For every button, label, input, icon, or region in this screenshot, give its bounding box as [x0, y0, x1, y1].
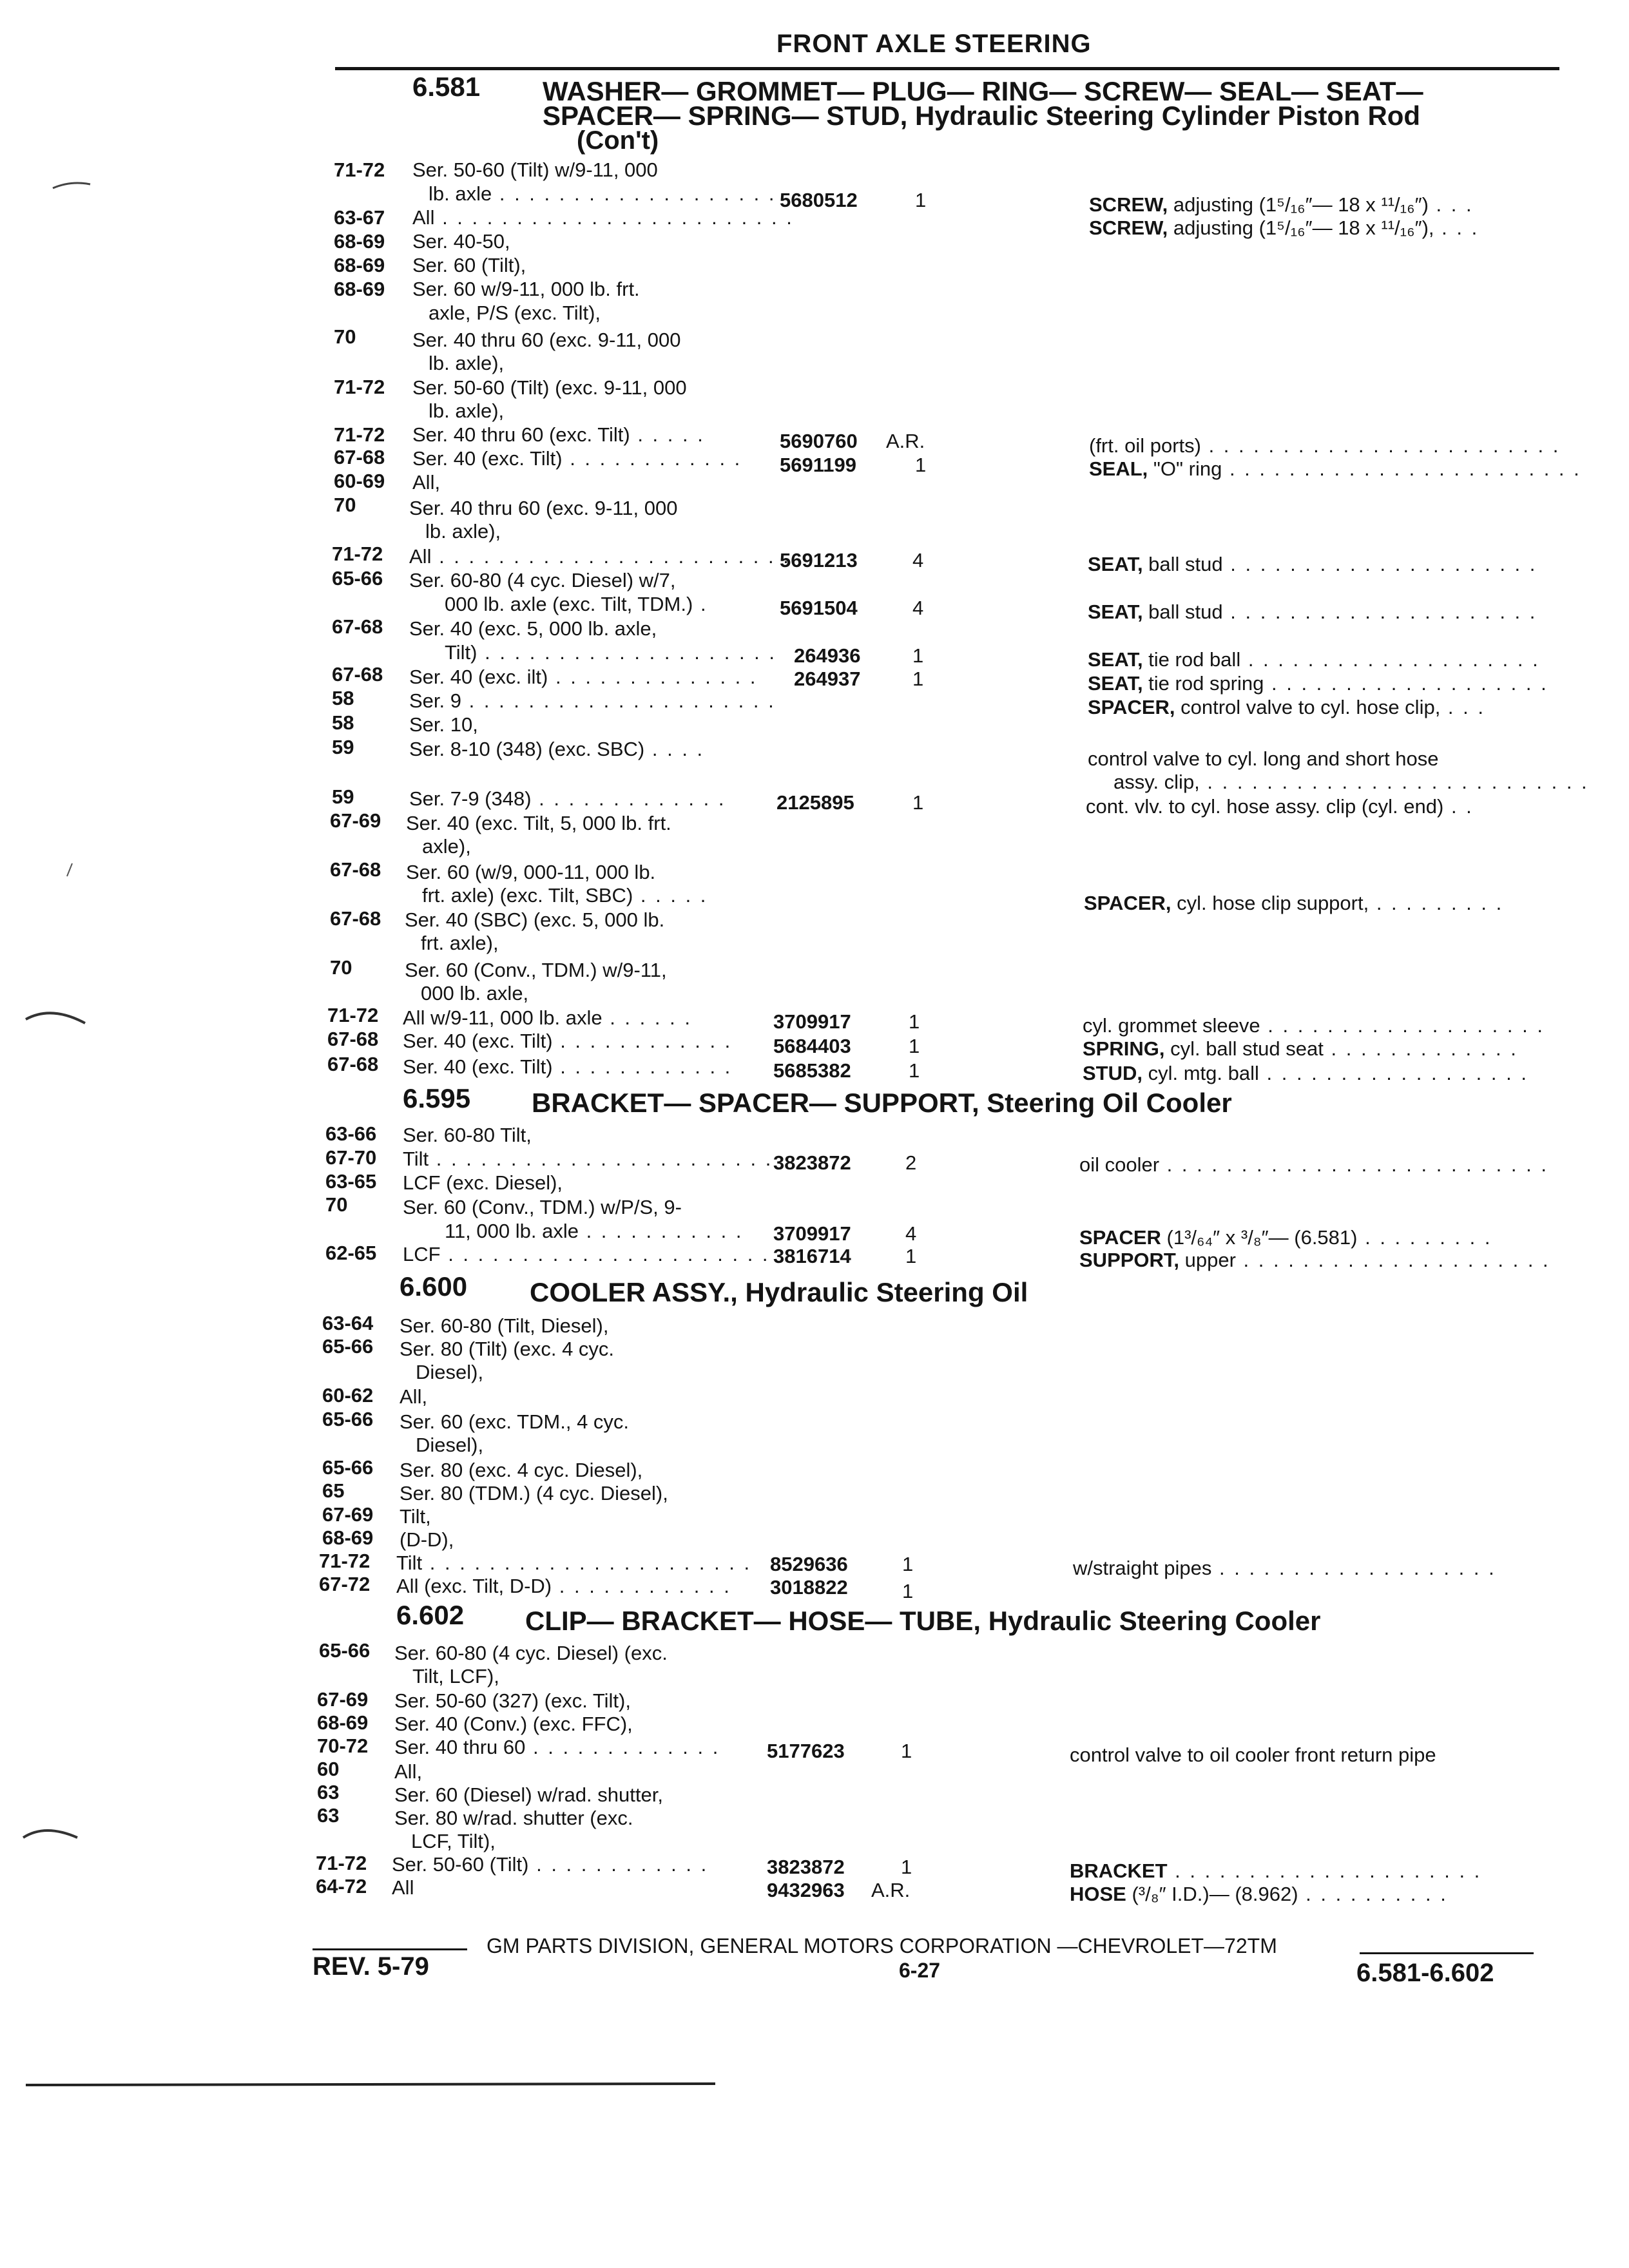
part-number: 3709917 — [773, 1010, 851, 1033]
section-title: CLIP— BRACKET— HOSE— TUBE, Hydraulic Steering Cooler — [525, 1606, 1321, 1636]
quantity: 4 — [912, 597, 924, 619]
application-text: Ser. 80 w/rad. shutter (exc. — [394, 1807, 633, 1829]
bottom-edge-line — [26, 2084, 715, 2085]
year-range: 60-69 — [334, 470, 385, 492]
year-range: 58 — [332, 711, 354, 734]
section-range: 6.581-6.602 — [1356, 1959, 1494, 1987]
quantity: 1 — [915, 454, 927, 476]
year-range: 65-66 — [322, 1335, 374, 1358]
year-range: 71-72 — [334, 423, 385, 446]
year-range: 65-66 — [322, 1408, 374, 1430]
quantity: 2 — [905, 1151, 917, 1174]
application-text: Ser. 40 (Conv.) (exc. FFC), — [394, 1713, 633, 1735]
year-range: 67-68 — [330, 858, 381, 881]
year-range: 71-72 — [316, 1852, 367, 1874]
year-range: 65-66 — [332, 567, 383, 590]
section-number: 6.600 — [400, 1271, 468, 1302]
year-range: 71-72 — [334, 159, 385, 181]
part-description: STUD, cyl. mtg. ball . . . . . . . . . . . . . . . . . . — [1083, 1062, 1528, 1084]
part-number: 3018822 — [770, 1576, 848, 1599]
margin-mark — [53, 183, 90, 188]
quantity: A.R. — [871, 1879, 911, 1901]
application-text: All, — [412, 471, 441, 494]
year-range: 68-69 — [322, 1526, 374, 1549]
year-range: 67-68 — [332, 615, 383, 638]
revision-label: REV. 5-79 — [313, 1952, 429, 1981]
year-range: 58 — [332, 687, 354, 709]
application-text: All w/9-11, 000 lb. axle . . . . . . — [403, 1006, 692, 1029]
application-text: Ser. 50-60 (Tilt) . . . . . . . . . . . . — [392, 1853, 709, 1876]
application-text: Ser. 60 (Conv., TDM.) w/9-11, — [405, 959, 667, 981]
application-text: Ser. 60-80 (Tilt, Diesel), — [400, 1314, 609, 1337]
application-text: Ser. 40 (exc. ilt) . . . . . . . . . . . . . . — [409, 666, 758, 688]
quantity: 1 — [909, 1059, 920, 1082]
application-text: Tilt . . . . . . . . . . . . . . . . . . . . . . — [396, 1552, 752, 1574]
margin-mark — [67, 863, 72, 876]
year-range: 68-69 — [334, 254, 385, 276]
part-number: 5680512 — [780, 189, 858, 211]
quantity: 1 — [909, 1035, 920, 1057]
year-range: 60-62 — [322, 1384, 374, 1407]
section-title: BRACKET— SPACER— SUPPORT, Steering Oil Cooler — [532, 1088, 1232, 1118]
year-range: 67-70 — [325, 1146, 377, 1169]
part-description: SEAT, tie rod spring . . . . . . . . . . . . . . . . . . . — [1088, 672, 1548, 695]
section-number: 6.581 — [412, 72, 481, 102]
section-title-line-3: (Con't) — [577, 126, 659, 155]
application-text: Ser. 9 . . . . . . . . . . . . . . . . . . . . . — [409, 689, 776, 712]
footer-publisher: GM PARTS DIVISION, GENERAL MOTORS CORPORATION —CHEVROLET—72TM — [487, 1934, 1277, 1957]
year-range: 59 — [332, 785, 354, 808]
application-text: All . . . . . . . . . . . . . . . . . . . . . . . . — [409, 545, 791, 568]
part-description: w/straight pipes . . . . . . . . . . . . . . . . . . . — [1073, 1557, 1496, 1579]
year-range: 67-68 — [334, 446, 385, 468]
application-text: LCF (exc. Diesel), — [403, 1171, 563, 1194]
part-description: SPRING, cyl. ball stud seat . . . . . . . . . . . . . — [1083, 1037, 1518, 1060]
year-range: 68-69 — [334, 230, 385, 253]
application-text: Diesel), — [416, 1361, 484, 1383]
application-text: Ser. 60 (exc. TDM., 4 cyc. — [400, 1410, 630, 1433]
quantity: 1 — [901, 1740, 912, 1762]
application-text: Tilt) . . . . . . . . . . . . . . . . . . . . — [445, 641, 777, 664]
quantity: 4 — [905, 1222, 917, 1245]
year-range: 67-69 — [330, 809, 381, 832]
application-text: Ser. 40 thru 60 (exc. 9-11, 000 — [409, 497, 678, 519]
application-text: Tilt . . . . . . . . . . . . . . . . . . . . . . . — [403, 1148, 773, 1170]
part-number: 3823872 — [773, 1151, 851, 1174]
year-range: 63-66 — [325, 1122, 377, 1145]
application-text: Ser. 80 (exc. 4 cyc. Diesel), — [400, 1459, 643, 1481]
part-description: control valve to oil cooler front return pipe — [1070, 1744, 1436, 1766]
application-text: Ser. 60 (w/9, 000-11, 000 lb. — [406, 861, 656, 883]
year-range: 63-64 — [322, 1312, 374, 1334]
part-description: SCREW, adjusting (1⁵/₁₆″— 18 x ¹¹/₁₆″) . . . — [1089, 193, 1474, 216]
quantity: 1 — [902, 1580, 914, 1602]
section-title-line-2: SPACER— SPRING— STUD, Hydraulic Steering Cylinder Piston Rod — [543, 101, 1421, 131]
application-text: Ser. 40 (exc. 5, 000 lb. axle, — [409, 617, 657, 640]
application-text: Ser. 40 (exc. Tilt) . . . . . . . . . . . . — [403, 1055, 733, 1078]
year-range: 59 — [332, 736, 354, 758]
application-text: 000 lb. axle (exc. Tilt, TDM.) . — [445, 593, 708, 615]
application-text: Ser. 40-50, — [412, 230, 510, 253]
year-range: 67-68 — [332, 663, 383, 686]
part-number: 3823872 — [767, 1856, 845, 1878]
application-text: Tilt, — [400, 1505, 431, 1528]
application-text: Ser. 60-80 (4 cyc. Diesel) w/7, — [409, 569, 676, 591]
application-text: lb. axle . . . . . . . . . . . . . . . . . . . — [429, 182, 776, 205]
part-description: SCREW, adjusting (1⁵/₁₆″— 18 x ¹¹/₁₆″), . . . — [1089, 216, 1480, 239]
year-range: 67-68 — [327, 1028, 379, 1050]
year-range: 65-66 — [319, 1639, 371, 1662]
application-text: Ser. 40 (SBC) (exc. 5, 000 lb. — [405, 908, 665, 931]
application-text: Ser. 60-80 (4 cyc. Diesel) (exc. — [394, 1642, 668, 1664]
year-range: 63-65 — [325, 1170, 377, 1193]
part-description: BRACKET . . . . . . . . . . . . . . . . . . . . . — [1070, 1860, 1482, 1882]
part-number: 3816714 — [773, 1245, 851, 1267]
quantity: 1 — [901, 1856, 912, 1878]
quantity: A.R. — [886, 430, 925, 452]
year-range: 68-69 — [334, 278, 385, 300]
application-text: frt. axle), — [421, 932, 499, 954]
application-text: Ser. 50-60 (327) (exc. Tilt), — [394, 1689, 631, 1712]
part-description: SUPPORT, upper . . . . . . . . . . . . . . . . . . . . . — [1079, 1249, 1550, 1271]
application-text: Diesel), — [416, 1434, 484, 1456]
year-range: 71-72 — [327, 1004, 379, 1026]
year-range: 67-69 — [317, 1688, 369, 1711]
part-number: 264936 — [794, 644, 861, 667]
section-title-line-1: WASHER— GROMMET— PLUG— RING— SCREW— SEAL— SEAT— — [543, 76, 1423, 106]
part-description: SEAT, tie rod ball . . . . . . . . . . . . . . . . . . . . — [1088, 648, 1540, 671]
quantity: 1 — [909, 1010, 920, 1033]
application-text: Ser. 8-10 (348) (exc. SBC) . . . . — [409, 738, 705, 760]
year-range: 67-69 — [322, 1503, 374, 1526]
application-text: Ser. 50-60 (Tilt) (exc. 9-11, 000 — [412, 376, 687, 399]
part-number: 264937 — [794, 668, 861, 690]
application-text: lb. axle), — [429, 352, 505, 374]
part-number: 9432963 — [767, 1879, 845, 1901]
application-text: Ser. 40 thru 60 . . . . . . . . . . . . . — [394, 1736, 720, 1758]
application-text: Ser. 60 (Diesel) w/rad. shutter, — [394, 1783, 663, 1806]
application-text: LCF, Tilt), — [411, 1830, 496, 1852]
part-number: 5691199 — [780, 454, 856, 476]
year-range: 65-66 — [322, 1456, 374, 1479]
application-text: Ser. 10, — [409, 713, 478, 736]
application-text: Ser. 40 (exc. Tilt, 5, 000 lb. frt. — [406, 812, 671, 834]
application-text: lb. axle), — [425, 520, 501, 543]
application-text: All — [392, 1876, 414, 1899]
part-number: 5691504 — [780, 597, 858, 619]
year-range: 67-72 — [319, 1573, 371, 1595]
part-number: 5691213 — [780, 549, 858, 572]
part-description: SEAT, ball stud . . . . . . . . . . . . . . . . . . . . . — [1088, 601, 1537, 623]
year-range: 71-72 — [334, 376, 385, 398]
year-range: 68-69 — [317, 1711, 369, 1734]
margin-mark — [26, 1013, 85, 1023]
application-text: Ser. 40 thru 60 (exc. Tilt) . . . . . — [412, 423, 705, 446]
year-range: 70 — [334, 325, 356, 348]
application-text: Ser. 7-9 (348) . . . . . . . . . . . . . — [409, 787, 726, 810]
application-text: Ser. 60 (Tilt), — [412, 254, 526, 276]
part-number: 3709917 — [773, 1222, 851, 1245]
quantity: 4 — [912, 549, 924, 572]
year-range: 63 — [317, 1804, 340, 1827]
part-description: cyl. grommet sleeve . . . . . . . . . . . . . . . . . . . — [1083, 1014, 1545, 1037]
part-description: SPACER (1³/₆₄″ x ³/₈″— (6.581) . . . . . . . . . — [1079, 1226, 1492, 1249]
year-range: 70 — [325, 1193, 348, 1216]
quantity: 1 — [912, 668, 924, 690]
application-text: Ser. 60-80 Tilt, — [403, 1124, 532, 1146]
application-text: Ser. 80 (Tilt) (exc. 4 cyc. — [400, 1338, 615, 1360]
part-number: 8529636 — [770, 1553, 848, 1575]
application-text: Ser. 40 (exc. Tilt) . . . . . . . . . . . . — [412, 447, 742, 470]
application-text: LCF . . . . . . . . . . . . . . . . . . . . . . — [403, 1243, 770, 1265]
quantity: 1 — [905, 1245, 917, 1267]
quantity: 1 — [902, 1553, 914, 1575]
part-description: oil cooler . . . . . . . . . . . . . . . . . . . . . . . . . . — [1079, 1153, 1548, 1176]
year-range: 67-68 — [327, 1053, 379, 1075]
application-text: axle, P/S (exc. Tilt), — [429, 302, 601, 324]
year-range: 70 — [334, 494, 356, 516]
part-description: SPACER, cyl. hose clip support, . . . . . . . . . — [1084, 892, 1504, 914]
page-number: 6-27 — [899, 1959, 941, 1982]
application-text: 11, 000 lb. axle . . . . . . . . . . . — [445, 1220, 744, 1242]
part-description: SEAL, "O" ring . . . . . . . . . . . . . . . . . . . . . . . . — [1089, 457, 1581, 480]
year-range: 62-65 — [325, 1242, 377, 1264]
application-text: lb. axle), — [429, 399, 505, 422]
quantity: 1 — [912, 791, 924, 814]
part-number: 5177623 — [767, 1740, 845, 1762]
application-text: All (exc. Tilt, D-D) . . . . . . . . . . . . — [396, 1575, 731, 1597]
part-description: assy. clip, . . . . . . . . . . . . . . . . . . . . . . . . . . — [1113, 771, 1589, 793]
year-range: 71-72 — [332, 543, 383, 565]
part-number: 2125895 — [776, 791, 854, 814]
application-text: Ser. 60 w/9-11, 000 lb. frt. — [412, 278, 640, 300]
part-description: (frt. oil ports) . . . . . . . . . . . . . . . . . . . . . . . . — [1089, 434, 1561, 457]
part-number: 5684403 — [773, 1035, 851, 1057]
application-text: Tilt, LCF), — [412, 1665, 499, 1687]
section-title: COOLER ASSY., Hydraulic Steering Oil — [530, 1277, 1028, 1307]
year-range: 63 — [317, 1781, 340, 1803]
margin-mark — [23, 1831, 77, 1838]
part-description: control valve to cyl. long and short hose — [1088, 747, 1439, 770]
part-number: 5685382 — [773, 1059, 851, 1082]
application-text: Ser. 40 (exc. Tilt) . . . . . . . . . . . . — [403, 1030, 733, 1052]
application-text: All, — [400, 1385, 428, 1408]
part-description: SPACER, control valve to cyl. hose clip, . . . — [1088, 696, 1485, 718]
year-range: 67-68 — [330, 907, 381, 930]
year-range: 60 — [317, 1758, 340, 1780]
year-range: 71-72 — [319, 1550, 371, 1572]
quantity: 1 — [912, 644, 924, 667]
year-range: 70-72 — [317, 1735, 369, 1757]
part-number: 5690760 — [780, 430, 858, 452]
year-range: 64-72 — [316, 1875, 367, 1898]
part-description: HOSE (³/₈″ I.D.)— (8.962) . . . . . . . . . . — [1070, 1883, 1448, 1905]
section-number: 6.595 — [403, 1083, 471, 1113]
application-text: Ser. 60 (Conv., TDM.) w/P/S, 9- — [403, 1196, 682, 1218]
part-description: cont. vlv. to cyl. hose assy. clip (cyl. end) . . — [1086, 795, 1474, 818]
application-text: 000 lb. axle, — [421, 982, 529, 1004]
section-number: 6.602 — [396, 1600, 465, 1630]
application-text: Ser. 80 (TDM.) (4 cyc. Diesel), — [400, 1482, 668, 1504]
application-text: Ser. 50-60 (Tilt) w/9-11, 000 — [412, 159, 658, 181]
year-range: 70 — [330, 956, 352, 979]
year-range: 63-67 — [334, 206, 385, 229]
quantity: 1 — [915, 189, 927, 211]
application-text: All . . . . . . . . . . . . . . . . . . . . . . . . — [412, 206, 794, 229]
application-text: All, — [394, 1760, 423, 1783]
application-text: (D-D), — [400, 1528, 454, 1551]
page-header-title: FRONT AXLE STEERING — [776, 30, 1092, 58]
year-range: 65 — [322, 1479, 345, 1502]
part-description: SEAT, ball stud . . . . . . . . . . . . . . . . . . . . . — [1088, 553, 1537, 575]
application-text: Ser. 40 thru 60 (exc. 9-11, 000 — [412, 329, 681, 351]
application-text: frt. axle) (exc. Tilt, SBC) . . . . . — [422, 884, 708, 907]
application-text: axle), — [422, 835, 471, 858]
